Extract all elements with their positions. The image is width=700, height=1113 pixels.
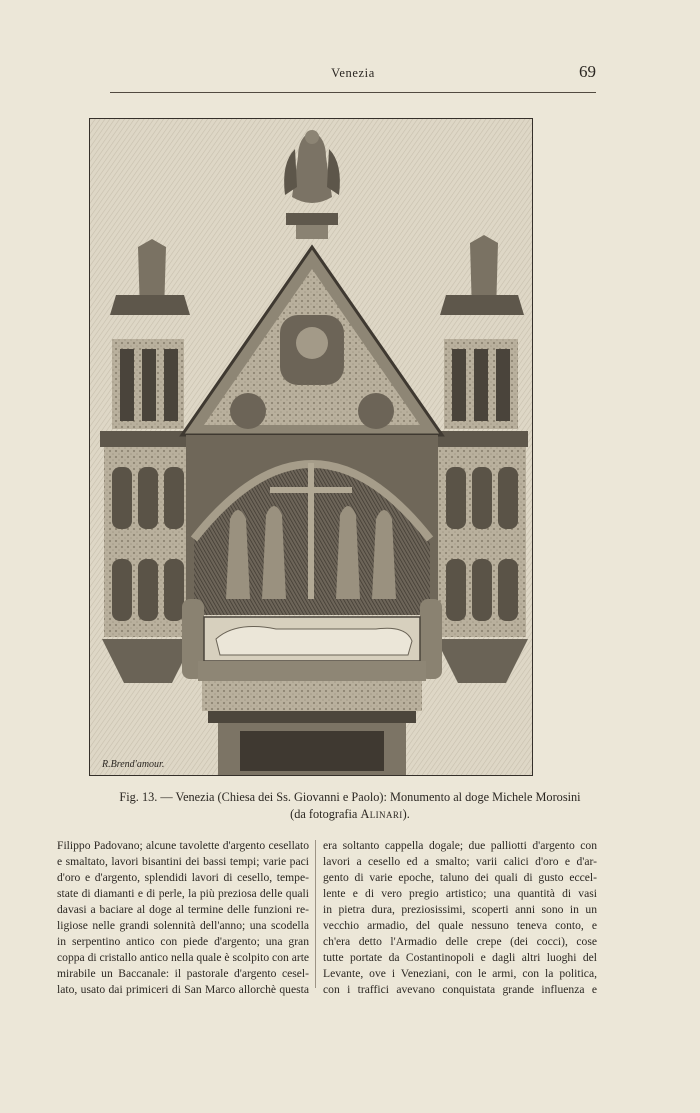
engraver-signature: R.Brend'amour. [102, 759, 165, 770]
text-line: e smaltato, lavori bisantini dei bassi tempi; varie paci [57, 855, 309, 868]
left-column [57, 838, 309, 998]
text-line: coppa di cristallo antico nella quale è scolpito con arte [57, 951, 309, 964]
text-line: in serpentino antico con piede d'argento; una gran [57, 935, 309, 948]
figure-plate [89, 118, 533, 776]
text-line: lato, usato dai primiceri di San Marco allorchè questa [57, 983, 309, 996]
sarcophagus-icon [198, 617, 426, 775]
figure-caption [40, 789, 660, 823]
left-tower-icon [100, 239, 194, 683]
running-title: Venezia [331, 66, 375, 80]
caption-source-prefix: (da fotografia [290, 807, 358, 821]
text-line: tutte portate da Costantinopoli e dagli altri luoghi del [323, 951, 597, 964]
caption-photographer: Alinari [360, 807, 403, 821]
caption-source-suffix: ). [402, 807, 410, 821]
crucifixion-relief-icon [186, 435, 438, 615]
text-line: lavori a cesello ed a smalto; varii calici d'oro e d'ar- [323, 855, 597, 868]
text-line: Levante, ove i Veneziani, con le armi, con la politica, [323, 967, 597, 980]
text-line: lente e di vero pregio artistico; una quantità di vasi [323, 887, 597, 900]
text-line: gento di varie epoche, taluno dei quali di gusto eccel- [323, 871, 597, 884]
text-line: d'oro e d'argento, splendidi lavori di cesello, tempe- [57, 871, 309, 884]
text-line: ch'era detto l'Armadio delle crepe (dei cocci), cose [323, 935, 597, 948]
caption-line-2 [40, 806, 660, 823]
column-divider [315, 840, 316, 988]
text-line: con i traffici avevano conquistata grande influenza e [323, 983, 597, 996]
text-line: in pietra dura, preziosissimi, scoperti anni sono in un [323, 903, 597, 916]
page-header [110, 62, 596, 93]
caption-line-1: Fig. 13. — Venezia (Chiesa dei Ss. Giovanni e Paolo): Monumento al doge Michele Morosini [119, 790, 581, 804]
text-line: vecchio armadio, del quale nessuno teneva conto, e [323, 919, 597, 932]
page-number: 69 [579, 62, 596, 81]
tomb-monument-engraving [90, 119, 532, 775]
text-line: davasi a baciare al doge al termine delle funzioni re- [57, 903, 309, 916]
text-line: mirabile un Baccanale: il pastorale d'argento cesel- [57, 967, 309, 980]
right-column [323, 838, 597, 998]
text-line: Filippo Padovano; alcune tavolette d'argento cesellato [57, 839, 309, 852]
text-line: ligiose nelle grandi solennità dell'anno; una scodella [57, 919, 309, 932]
right-tower-icon [434, 235, 528, 683]
text-line: state di diamanti e di perle, la più preziosa delle quali [57, 887, 309, 900]
text-line: era soltanto cappella dogale; due palliotti d'argento con [323, 839, 597, 852]
